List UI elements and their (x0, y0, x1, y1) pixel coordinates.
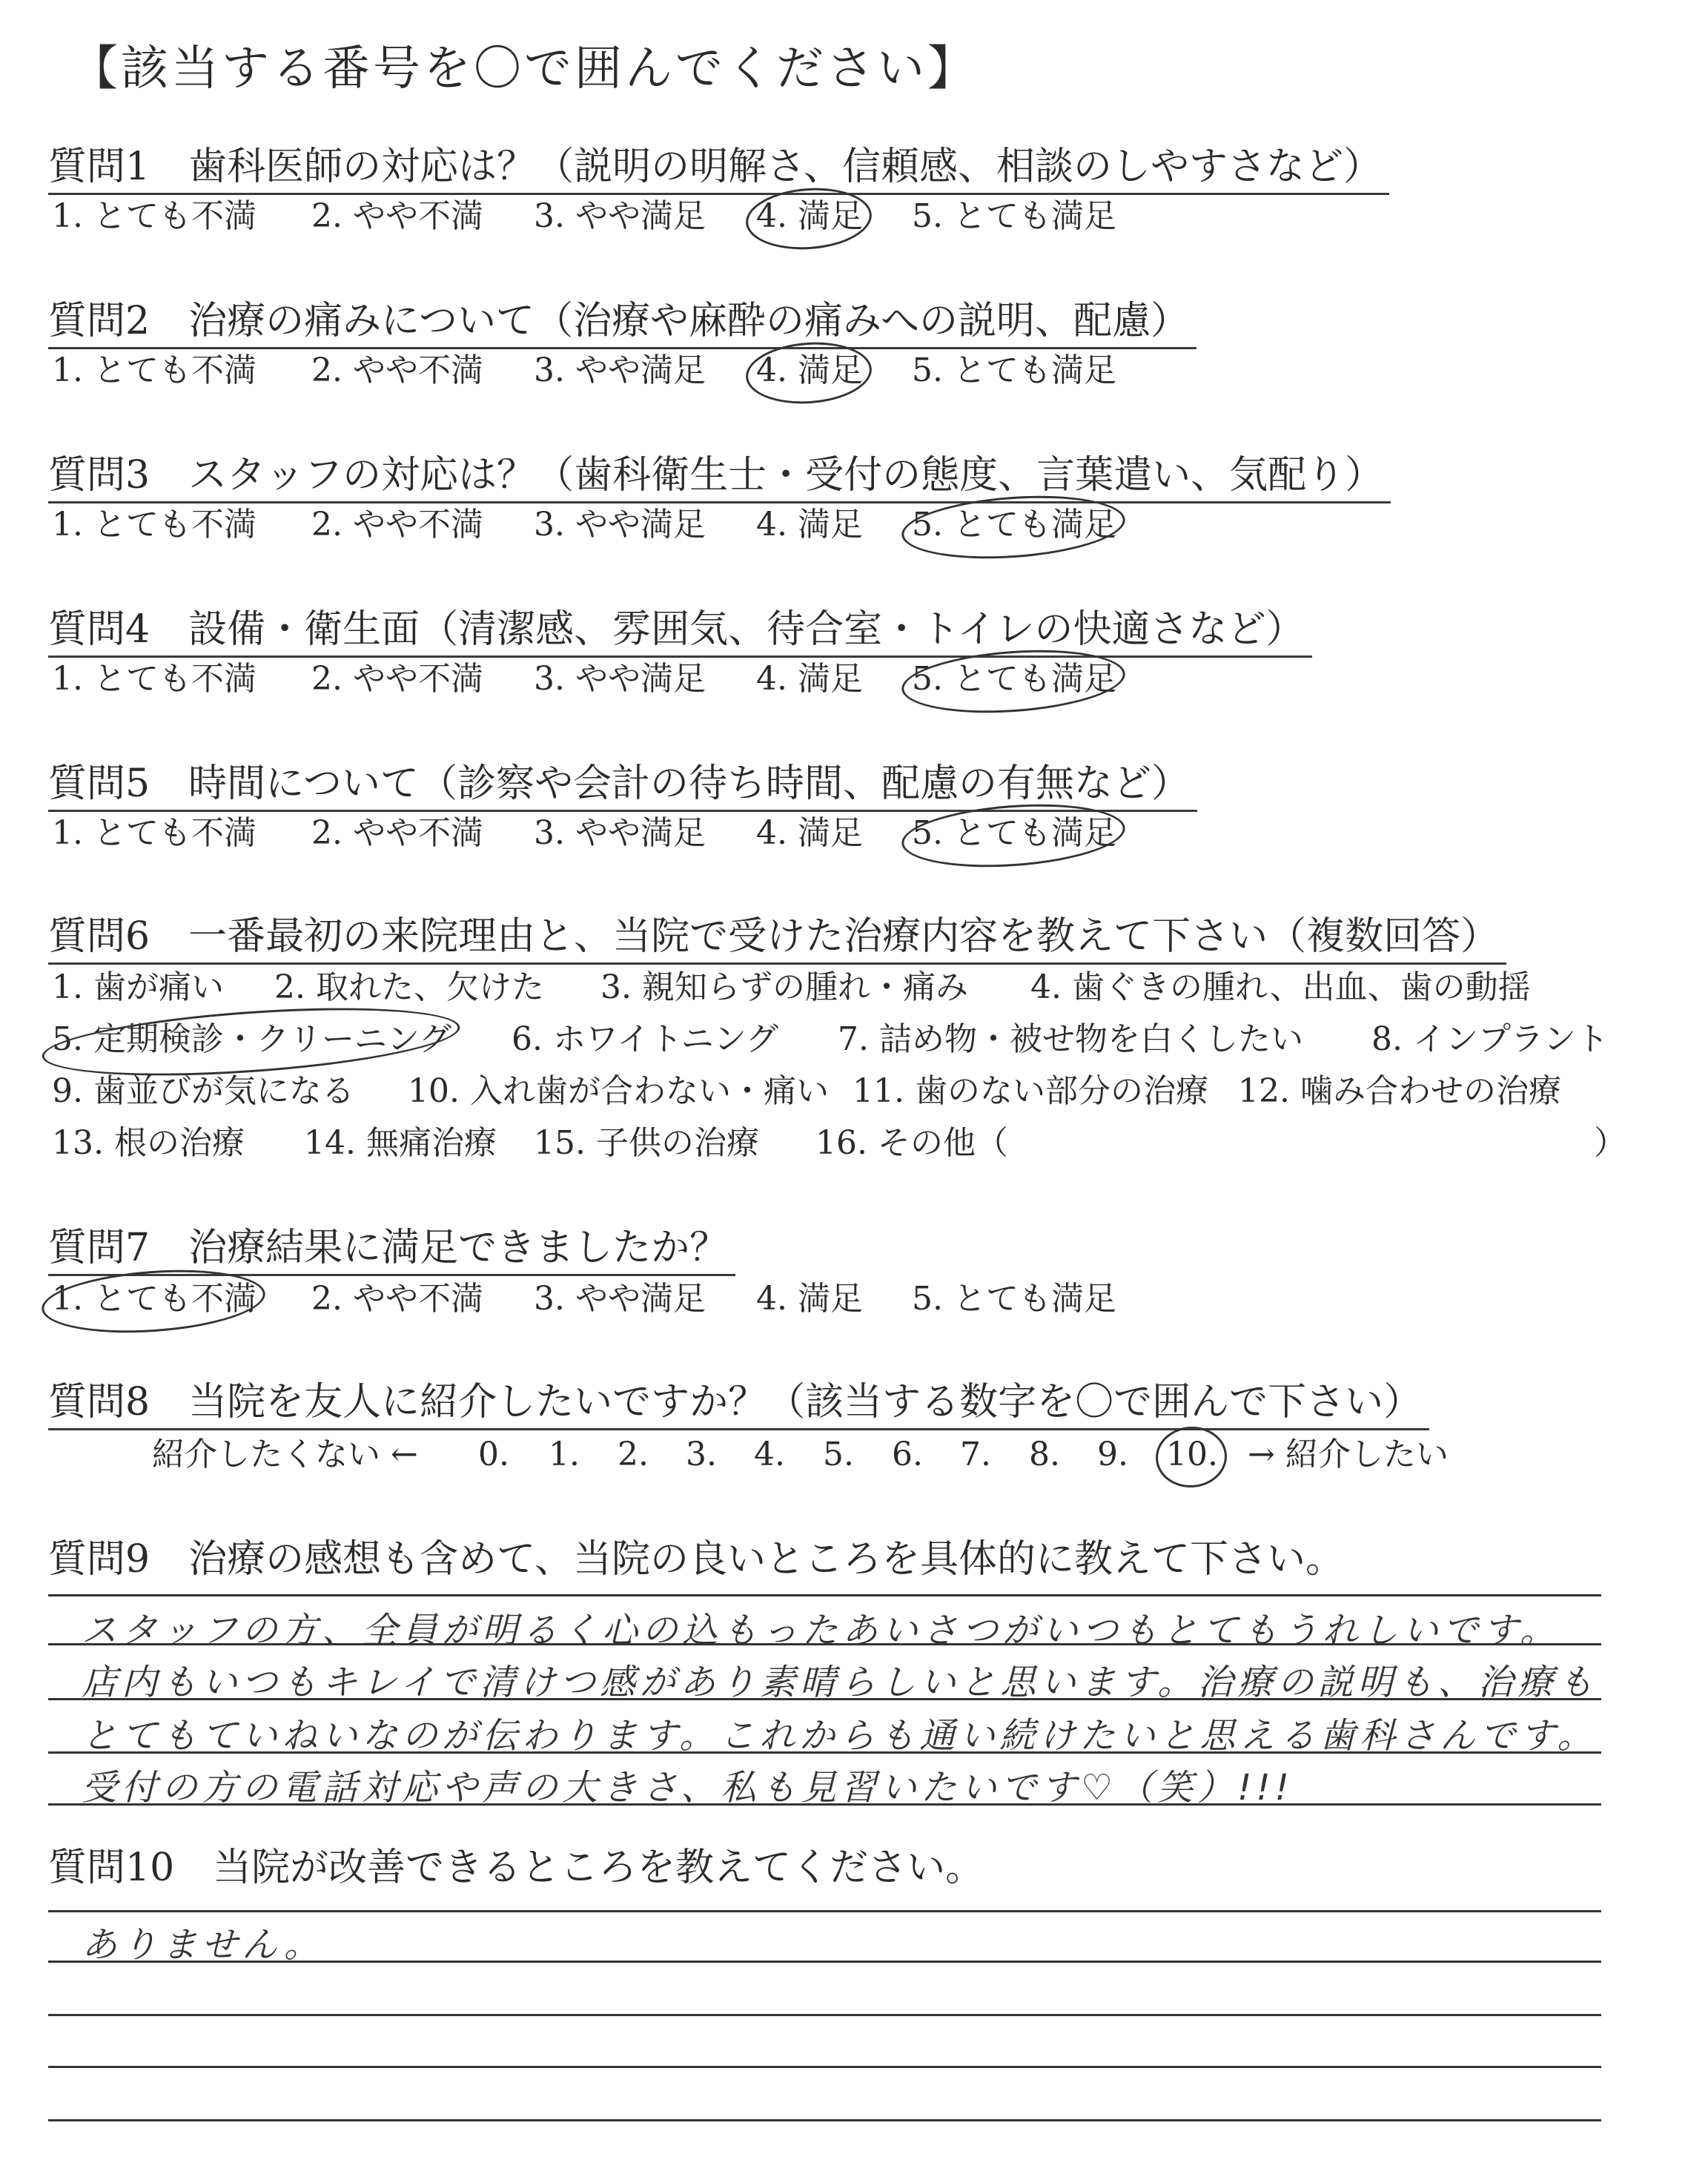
q7-option-4[interactable]: 4. 満足 (756, 1280, 863, 1318)
q1-option-1[interactable]: 1. とても不満 (52, 197, 256, 235)
q6-option-5[interactable]: 5. 定期検診・クリーニング (52, 1017, 451, 1062)
question-8-scale (152, 1433, 1486, 1477)
q3-option-2[interactable]: 2. やや不満 (311, 506, 483, 544)
q9-answer-line-1[interactable]: スタッフの方、全員が明るく心の込もったあいさつがいつもとてもうれしいです。 (82, 1610, 1560, 1651)
q6-option-15[interactable]: 15. 子供の治療 (534, 1124, 759, 1162)
q6-option-11[interactable]: 11. 歯のない部分の治療 (853, 1072, 1208, 1110)
q6-option-2[interactable]: 2. 取れた、欠けた (274, 968, 544, 1006)
q2-option-1[interactable]: 1. とても不満 (52, 351, 256, 389)
q4-option-5[interactable]: 5. とても満足 (912, 657, 1116, 701)
question-4-label: 質問4 設備・衛生面（清潔感、雰囲気、待合室・トイレの快適さなど） (48, 604, 1312, 658)
q6-other-close-paren: ） (1594, 1124, 1626, 1162)
q5-option-4[interactable]: 4. 満足 (756, 814, 863, 852)
q8-left-label: 紹介したくない ← (152, 1436, 418, 1473)
q3-option-1[interactable]: 1. とても不満 (52, 506, 256, 544)
q5-option-2[interactable]: 2. やや不満 (311, 814, 483, 852)
q6-option-16[interactable]: 16. その他（ (815, 1124, 1008, 1162)
q9-answer-line-3[interactable]: とてもていねいなのが伝わります。これからも通い続けたいと思える歯科さんです。 (82, 1715, 1598, 1757)
question-1-label: 質問1 歯科医師の対応は？（説明の明解さ、信頼感、相談のしやすさなど） (48, 141, 1389, 195)
q8-right-label: → 紹介したい (1248, 1436, 1449, 1473)
q6-option-9[interactable]: 9. 歯並びが気になる (52, 1072, 354, 1110)
q6-option-4[interactable]: 4. 歯ぐきの腫れ、出血、歯の動揺 (1030, 968, 1531, 1006)
q3-option-4[interactable]: 4. 満足 (756, 506, 863, 544)
q8-option-3[interactable]: 3. (686, 1436, 717, 1473)
q2-option-4[interactable]: 4. 満足 (756, 349, 863, 393)
q1-option-4[interactable]: 4. 満足 (756, 194, 863, 239)
q6-option-1[interactable]: 1. 歯が痛い (52, 968, 224, 1006)
q3-option-5[interactable]: 5. とても満足 (912, 503, 1116, 547)
question-9-label: 質問9 治療の感想も含めて、当院の良いところを具体的に教えて下さい。 (48, 1537, 1345, 1582)
q2-option-3[interactable]: 3. やや満足 (534, 351, 706, 389)
q6-option-13[interactable]: 13. 根の治療 (52, 1124, 245, 1162)
q7-option-2[interactable]: 2. やや不満 (311, 1280, 483, 1318)
q6-option-10[interactable]: 10. 入れ歯が合わない・痛い (408, 1072, 829, 1110)
form-title: 【該当する番号を〇で囲んでください】 (70, 42, 978, 96)
q6-option-3[interactable]: 3. 親知らずの腫れ・痛み (600, 968, 968, 1006)
question-2-options (52, 349, 1312, 393)
q10-rule-4 (48, 2066, 1601, 2068)
q1-option-3[interactable]: 3. やや満足 (534, 197, 706, 235)
q8-option-7[interactable]: 7. (960, 1436, 991, 1473)
question-8-label: 質問8 当院を友人に紹介したいですか？（該当する数字を〇で囲んで下さい） (48, 1376, 1429, 1430)
question-5-label: 質問5 時間について（診察や会計の待ち時間、配慮の有無など） (48, 758, 1197, 812)
q4-option-4[interactable]: 4. 満足 (756, 660, 863, 698)
q6-option-8[interactable]: 8. インプラント (1371, 1020, 1609, 1058)
q2-option-5[interactable]: 5. とても満足 (912, 351, 1116, 389)
q5-option-1[interactable]: 1. とても不満 (52, 814, 256, 852)
q6-option-14[interactable]: 14. 無痛治療 (304, 1124, 497, 1162)
q10-rule-1 (48, 1910, 1601, 1912)
q10-answer-line-1[interactable]: ありません。 (82, 1924, 324, 1966)
q10-rule-5 (48, 2119, 1601, 2121)
q1-option-2[interactable]: 2. やや不満 (311, 197, 483, 235)
question-1-options (52, 194, 1312, 239)
q5-option-3[interactable]: 3. やや満足 (534, 814, 706, 852)
q5-option-5[interactable]: 5. とても満足 (912, 811, 1116, 856)
q8-option-4[interactable]: 4. (754, 1436, 785, 1473)
q9-rule-1 (48, 1594, 1601, 1596)
question-6-options (52, 965, 1631, 1188)
question-6-label: 質問6 一番最初の来院理由と、当院で受けた治療内容を教えて下さい（複数回答） (48, 911, 1506, 965)
q9-answer-line-4[interactable]: 受付の方の電話対応や声の大きさ、私も見習いたいです♡（笑）!!! (82, 1767, 1294, 1809)
q8-option-9[interactable]: 9. (1097, 1436, 1128, 1473)
q6-option-12[interactable]: 12. 噛み合わせの治療 (1238, 1072, 1561, 1110)
question-5-options (52, 811, 1312, 856)
q7-option-5[interactable]: 5. とても満足 (912, 1280, 1116, 1318)
question-10-label: 質問10 当院が改善できるところを教えてください。 (48, 1846, 984, 1890)
question-3-options (52, 503, 1312, 547)
q7-option-1[interactable]: 1. とても不満 (52, 1277, 256, 1321)
q10-rule-3 (48, 2014, 1601, 2016)
question-7-options (52, 1277, 1312, 1321)
q6-option-6[interactable]: 6. ホワイトニング (512, 1020, 779, 1058)
question-3-label: 質問3 スタッフの対応は？（歯科衛生士・受付の態度、言葉遣い、気配り） (48, 449, 1391, 503)
q8-option-6[interactable]: 6. (892, 1436, 923, 1473)
question-4-options (52, 657, 1312, 701)
q8-option-8[interactable]: 8. (1029, 1436, 1060, 1473)
q8-option-1[interactable]: 1. (549, 1436, 580, 1473)
q2-option-2[interactable]: 2. やや不満 (311, 351, 483, 389)
question-2-label: 質問2 治療の痛みについて（治療や麻酔の痛みへの説明、配慮） (48, 295, 1196, 349)
q7-option-3[interactable]: 3. やや満足 (534, 1280, 706, 1318)
q3-option-3[interactable]: 3. やや満足 (534, 506, 706, 544)
question-7-label: 質問7 治療結果に満足できましたか？ (48, 1222, 735, 1276)
q8-option-2[interactable]: 2. (618, 1436, 649, 1473)
q4-option-2[interactable]: 2. やや不満 (311, 660, 483, 698)
q9-answer-line-2[interactable]: 店内もいつもキレイで清けつ感があり素晴らしいと思います。治療の説明も、治療も (82, 1662, 1598, 1703)
q8-option-10[interactable]: 10. (1166, 1433, 1218, 1477)
q4-option-1[interactable]: 1. とても不満 (52, 660, 256, 698)
q4-option-3[interactable]: 3. やや満足 (534, 660, 706, 698)
q8-option-0[interactable]: 0. (478, 1436, 509, 1473)
q1-option-5[interactable]: 5. とても満足 (912, 197, 1116, 235)
q6-option-7[interactable]: 7. 詰め物・被せ物を白くしたい (838, 1020, 1303, 1058)
q8-option-5[interactable]: 5. (823, 1436, 854, 1473)
